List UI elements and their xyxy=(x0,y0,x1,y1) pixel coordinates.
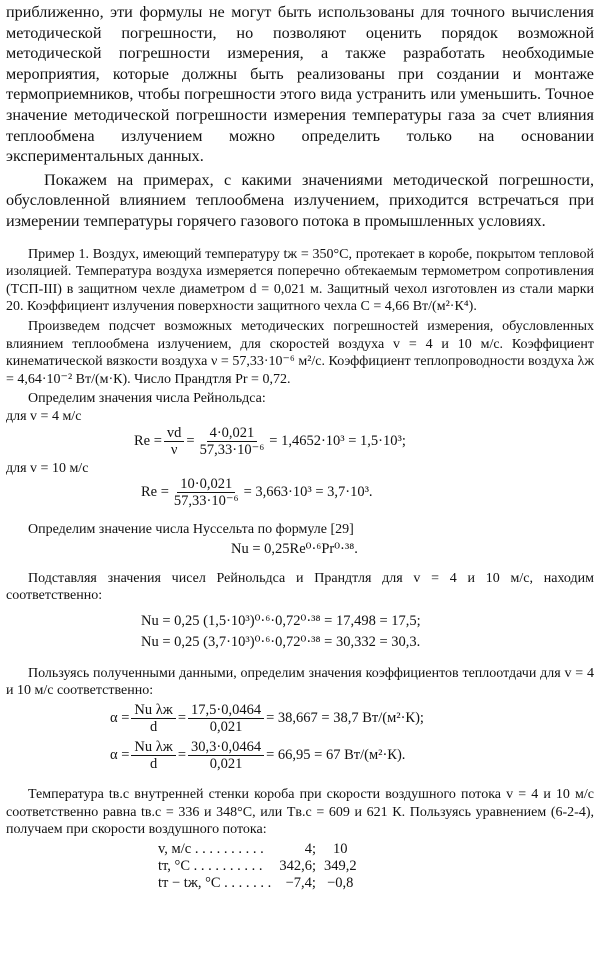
document-page xyxy=(0,2,600,953)
formula-reynolds-v10 xyxy=(141,476,594,509)
paragraph-wall-temperature: Температура tв.с внутренней стенки короба при скорости воздушного потока v = 4 и 10 м/с соответственно равна tв.с = 336 и 348°С, или Tв.с = 609 и 621 К. Пользуясь уравнением (6-2-4), получаем при скорости воздушного потока: xyxy=(6,787,594,838)
fraction-numerator: 17,5·0,0464 xyxy=(188,702,264,719)
table-cell-label: v, м/с . . . . . . . . . . xyxy=(158,840,264,857)
table-cell-label: tт, °С . . . . . . . . . . xyxy=(158,857,263,874)
paragraph-v4: для v = 4 м/с xyxy=(6,408,82,424)
formula-equals: = xyxy=(186,433,195,450)
fraction-numerator: 4·0,021 xyxy=(207,425,258,442)
paragraph-reynolds-heading: Определим значения числа Рейнольдса: xyxy=(28,391,266,407)
formula-result: = 66,95 = 67 Вт/(м²·К). xyxy=(266,747,406,764)
formula-result: = 38,667 = 38,7 Вт/(м²·К); xyxy=(266,710,424,727)
fraction xyxy=(131,702,175,735)
results-table xyxy=(154,841,361,892)
paragraph-substitution: Подставляя значения чисел Рейнольдса и Прандтля для v = 4 и 10 м/с, находим соответственно: xyxy=(6,570,594,604)
paragraph-v10: для v = 10 м/с xyxy=(6,461,89,477)
fraction-numerator: 30,3·0,0464 xyxy=(188,739,264,756)
fraction-denominator: 57,33·10⁻⁶ xyxy=(199,442,265,459)
table-cell: −0,8 xyxy=(327,874,354,891)
formula-alpha-v10 xyxy=(110,739,594,772)
formula-lhs: Re = xyxy=(134,433,162,450)
fraction xyxy=(171,476,242,509)
formula-nusselt: Nu = 0,25Re⁰·⁶Pr⁰·³⁸. xyxy=(231,540,358,557)
table-cell: −7,4; xyxy=(285,874,316,891)
formula-nusselt-v4: Nu = 0,25 (1,5·10³)⁰·⁶·0,72⁰·³⁸ = 17,498 = 17,5; xyxy=(141,612,421,629)
paragraph-heat-transfer: Пользуясь полученными данными, определим значения коэффициентов теплоотдачи для v = 4 и 10 м/с соответственно: xyxy=(6,665,594,699)
fraction-numerator: vd xyxy=(164,425,185,442)
formula-lhs: Re = xyxy=(141,484,169,501)
formula-lhs: α = xyxy=(110,747,130,764)
fraction-numerator: Nu λж xyxy=(131,739,175,756)
fraction xyxy=(188,702,264,735)
fraction-denominator: 0,021 xyxy=(209,719,243,736)
table-row xyxy=(154,841,361,858)
fraction-denominator: d xyxy=(149,756,158,773)
fraction-numerator: 10·0,021 xyxy=(177,476,235,493)
formula-lhs: α = xyxy=(110,710,130,727)
formula-equals: = xyxy=(177,710,186,727)
fraction-denominator: d xyxy=(149,719,158,736)
formula-nusselt-v10: Nu = 0,25 (3,7·10³)⁰·⁶·0,72⁰·³⁸ = 30,332 = 30,3. xyxy=(141,633,421,650)
table-row xyxy=(154,875,361,892)
paragraph-calc-setup: Произведем подсчет возможных методических погрешностей измерения, обусловленных влиянием теплообмена излучением, для скоростей воздуха v = 4 и 10 м/с. Коэффициент кинематической вязкости воздуха ν = 57,33·10⁻⁶ м²/с. Коэффициент теплопроводности воздуха λж = 4,64·10⁻² Вт/(м·К). Число Прандтля Pr = 0,72. xyxy=(6,318,594,387)
table-cell: 10 xyxy=(333,840,348,857)
table-cell: 349,2 xyxy=(323,857,357,874)
fraction-denominator: 57,33·10⁻⁶ xyxy=(173,493,239,510)
paragraph-example-1: Пример 1. Воздух, имеющий температуру tж = 350°С, протекает в коробе, покрытом тепловой изоляцией. Температура воздуха измеряется поперечно обтекаемым термометром сопротивления (ТСП-III) в защитном чехле диаметром d = 0,021 м. Защитный чехол изготовлен из стали марки 20. Коэффициент излучения поверхности защитного чехла C = 4,66 Вт/(м²·К⁴). xyxy=(6,246,594,315)
fraction-denominator: ν xyxy=(170,442,178,459)
formula-alpha-v4 xyxy=(110,702,594,735)
table-cell: 4; xyxy=(304,840,316,857)
fraction xyxy=(131,739,175,772)
fraction xyxy=(188,739,264,772)
table-cell: 342,6; xyxy=(279,857,316,874)
fraction-denominator: 0,021 xyxy=(209,756,243,773)
fraction xyxy=(197,425,268,458)
formula-result: = 1,4652·10³ = 1,5·10³; xyxy=(269,433,406,450)
paragraph-intro: приближенно, эти формулы не могут быть использованы для точного вычисления методической погрешности, но позволяют оценить порядок возможной методической погрешности измерения, а также разработать необходимые мероприятия, которые должны быть реализованы при создании и монтаже термоприемников, чтобы погрешности этого вида устранить или уменьшить. Точное значение методической погрешности измерения температуры газа за счет влияния теплообмена излучением можно определить только на основании экспериментальных данных. xyxy=(6,3,594,166)
formula-equals: = xyxy=(177,747,186,764)
table-cell-label: tт − tж, °С . . . . . . . xyxy=(158,874,272,891)
paragraph-nusselt-heading: Определим значение числа Нуссельта по формуле [29] xyxy=(28,522,354,538)
formula-reynolds-v4 xyxy=(134,425,594,458)
table-row xyxy=(154,858,361,875)
fraction xyxy=(164,425,185,458)
paragraph-examples-intro: Покажем на примерах, с какими значениями методической погрешности, обусловленной влиянием теплообмена излучением, приходится встречаться при измерении температуры горячего газового потока в промышленных условиях. xyxy=(6,170,594,230)
fraction-numerator: Nu λж xyxy=(131,702,175,719)
formula-result: = 3,663·10³ = 3,7·10³. xyxy=(243,484,373,501)
